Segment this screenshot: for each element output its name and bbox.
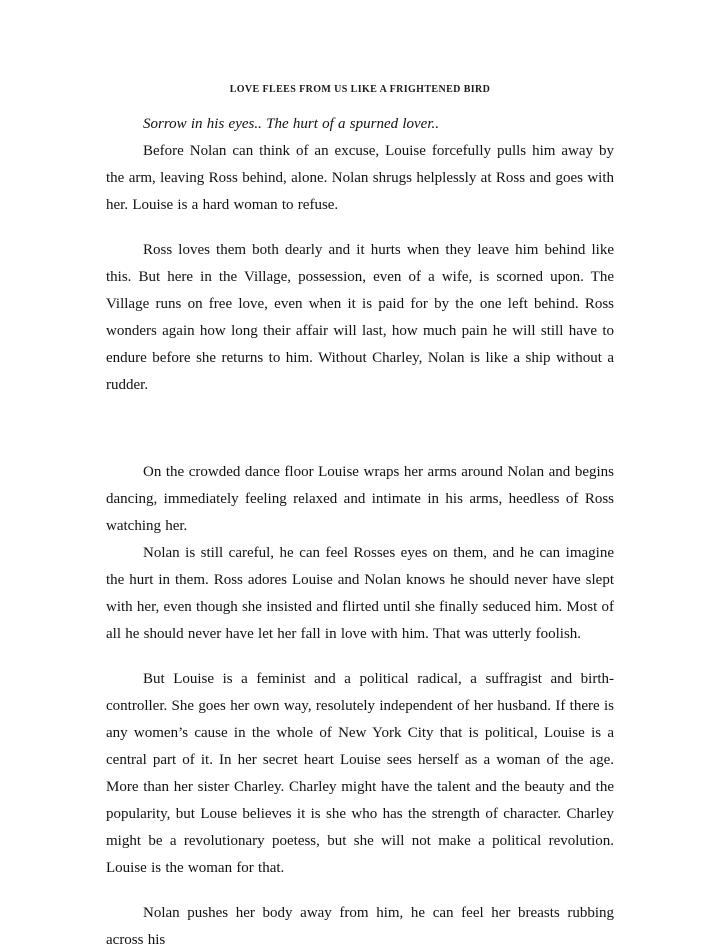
paragraph-epigraph: Sorrow in his eyes.. The hurt of a spurned lover.. bbox=[143, 116, 440, 132]
paragraph-louise-feminist: But Louise is a feminist and a political radical, a suffragist and birth-controller. She goes her own way, resolutely independent of her husband. If there is any women’s cause in the whole of New York City that is political, Louise is a central part of it. In her secret heart Louise sees herself as a woman of the age. More than her sister Charley. Charley might have the talent and the beauty and the popularity, but Louse believes it is she who has the strength of character. Charley might be a revolutionary poetess, but she will not make a political revolution. Louise is the woman for that. bbox=[106, 671, 614, 876]
paragraph-ross-loves: Ross loves them both dearly and it hurts when they leave him behind like this. But here in the Village, possession, even of a wife, is scorned upon. The Village runs on free love, even when it is paid for by the one left behind. Ross wonders again how long their affair will last, how much pain he will still have to endure before she returns to him. Without Charley, Nolan is like a ship without a rudder. bbox=[106, 242, 614, 393]
paragraph-nolan-pushes: Nolan pushes her body away from him, he can feel her breasts rubbing across his bbox=[106, 905, 614, 948]
paragraph-nolan-careful: Nolan is still careful, he can feel Rosses eyes on them, and he can imagine the hurt in them. Ross adores Louise and Nolan knows he should never have slept with her, even though she insisted and flirted until she finally seduced him. Most of all he should never have let her fall in love with him. That was utterly foolish. bbox=[106, 545, 614, 642]
paragraph-dance-floor: On the crowded dance floor Louise wraps her arms around Nolan and begins dancing, immediately feeling relaxed and intimate in his arms, heedless of Ross watching her. bbox=[106, 464, 614, 534]
paragraph-before-nolan: Before Nolan can think of an excuse, Louise forcefully pulls him away by the arm, leaving Ross behind, alone. Nolan shrugs helplessly at Ross and goes with her. Louise is a hard woman to refuse. bbox=[106, 143, 614, 213]
running-header: LOVE FLEES FROM US LIKE A FRIGHTENED BIRD bbox=[229, 84, 491, 95]
